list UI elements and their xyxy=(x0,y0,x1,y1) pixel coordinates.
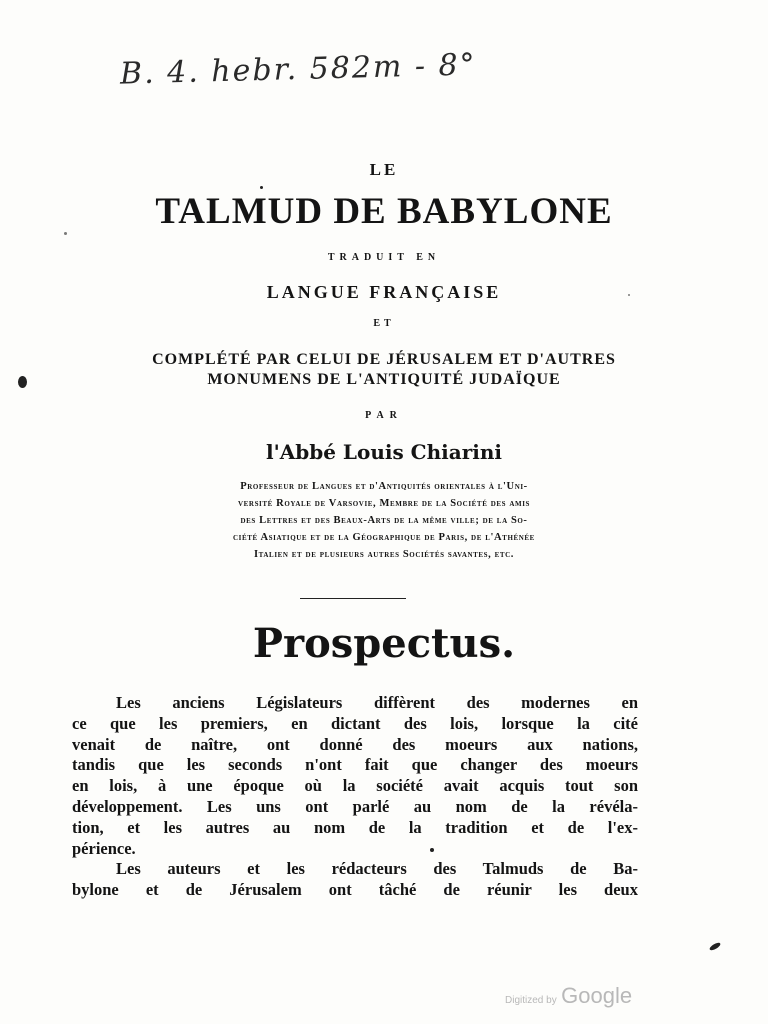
body-line: Les anciens Législateurs diffèrent des modernes en xyxy=(116,693,638,712)
completed-line: MONUMENS DE L'ANTIQUITÉ JUDAÏQUE xyxy=(207,371,561,388)
credentials-line: des Lettres et des Beaux-Arts de la même ville; de la So- xyxy=(240,515,528,526)
digitization-watermark xyxy=(505,983,632,1009)
conjunction-line: ET xyxy=(373,318,395,329)
completed-line: COMPLÉTÉ PAR CELUI DE JÉRUSALEM ET D'AUTRES xyxy=(152,351,616,368)
translated-in-line: TRADUIT EN xyxy=(327,252,441,263)
section-heading: Prospectus. xyxy=(252,620,516,667)
body-line: développement. Les uns ont parlé au nom de la révéla- xyxy=(72,796,638,816)
by-line: PAR xyxy=(365,410,403,421)
credentials-line: ciété Asiatique et de la Géographique de Paris, de l'Athénée xyxy=(233,532,535,543)
ink-speck xyxy=(709,941,722,951)
body-line: tion, et les autres au nom de la tradition et de l'ex- xyxy=(72,817,638,837)
watermark-prefix: Digitized by xyxy=(505,995,557,1006)
handwritten-shelfmark: B. 4. hebr. 582m - 8° xyxy=(119,47,478,92)
language-line: LANGUE FRANÇAISE xyxy=(266,282,502,302)
google-logo: Google xyxy=(561,983,633,1008)
author-credentials xyxy=(0,478,768,563)
body-line: ce que les premiers, en dictant des lois, lorsque la cité xyxy=(72,713,638,733)
body-line: venait de naître, ont donné des moeurs aux nations, xyxy=(72,734,638,754)
credentials-line: Professeur de Langues et d'Antiquités orientales à l'Uni- xyxy=(240,481,528,492)
divider-rule xyxy=(300,598,406,599)
ink-speck xyxy=(64,232,67,235)
body-paragraphs xyxy=(72,693,638,901)
ink-speck xyxy=(18,376,27,388)
book-title: TALMUD DE BABYLONE xyxy=(155,191,613,232)
author-name: l'Abbé Louis Chiarini xyxy=(266,440,502,464)
ink-speck xyxy=(260,186,263,189)
body-line: périence. xyxy=(72,838,136,858)
ink-speck xyxy=(628,294,630,296)
body-line: tandis que les seconds n'ont fait que changer des moeurs xyxy=(72,755,638,775)
credentials-line: versité Royale de Varsovie, Membre de la Société des amis xyxy=(237,498,531,509)
credentials-line: Italien et de plusieurs autres Sociétés savantes, etc. xyxy=(253,549,515,560)
title-article: LE xyxy=(369,160,399,179)
body-line: bylone et de Jérusalem ont tâché de réunir les deux xyxy=(72,880,638,900)
body-line: Les auteurs et les rédacteurs des Talmuds de Ba- xyxy=(116,859,638,879)
body-line: en lois, à une époque où la société avait acquis tout son xyxy=(72,776,638,796)
completed-by-block xyxy=(0,350,768,390)
ink-speck xyxy=(430,848,434,852)
